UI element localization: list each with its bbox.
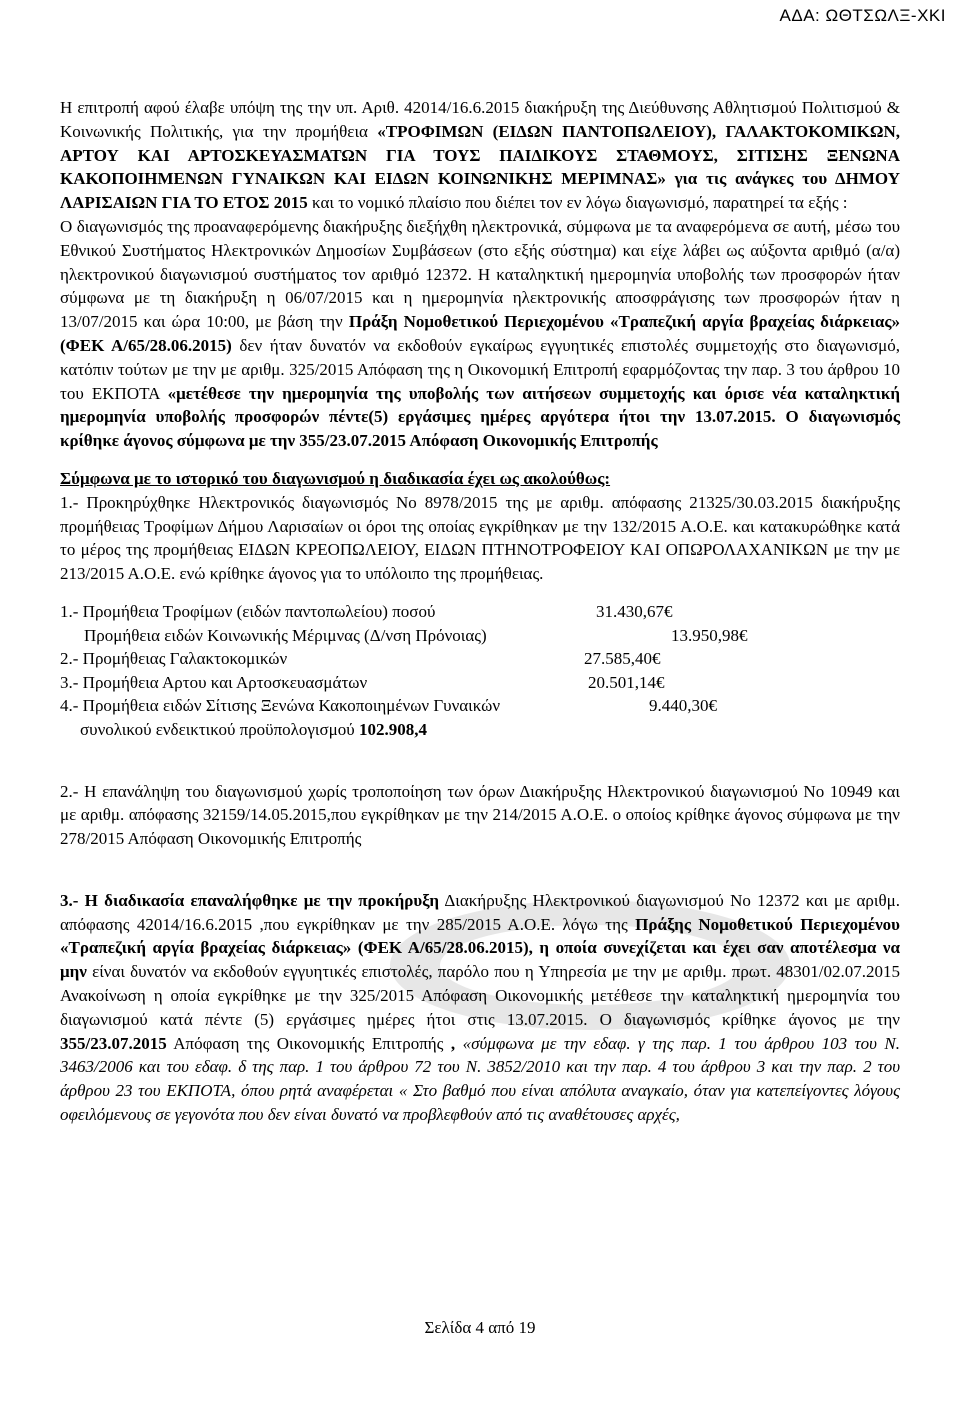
cost-list xyxy=(60,600,900,742)
intro-paragraph: Η επιτροπή αφού έλαβε υπόψη της την υπ. Αριθ. 42014/16.6.2015 διακήρυξη της Διεύθυνσης Αθλητισμού Πολιτισμού & Κοινωνικής Πολιτικής, για την προμήθεια «ΤΡΟΦΙΜΩΝ (ΕΙΔΩΝ ΠΑΝΤΟΠΩΛΕΙΟΥ), ΓΑΛΑΚΤΟΚΟΜΙΚΩΝ, ΑΡΤΟΥ ΚΑΙ ΑΡΤΟΣΚΕΥΑΣΜΑΤΩΝ ΓΙΑ ΤΟΥΣ ΠΑΙΔΙΚΟΥΣ ΣΤΑΘΜΟΥΣ, ΣΙΤΙΣΗΣ ΞΕΝΩΝΑ ΚΑΚΟΠΟΙΗΜΕΝΩΝ ΓΥΝΑΙΚΩΝ ΚΑΙ ΕΙΔΩΝ ΚΟΙΝΩΝΙΚΗΣ ΜΕΡΙΜΝΑΣ» για τις ανάγκες του ΔΗΜΟΥ ΛΑΡΙΣΑΙΩΝ ΓΙΑ ΤΟ ΕΤΟΣ 2015 και το νομικό πλαίσιο που διέπει τον εν λόγω διαγωνισμό, παρατηρεί τα εξής : xyxy=(60,98,900,213)
history-heading: Σύμφωνα με το ιστορικό του διαγωνισμού η διαδικασία έχει ως ακολούθως: xyxy=(60,468,611,488)
page-number: Σελίδα 4 από 19 xyxy=(424,1318,536,1337)
cost-row: 4.- Προμήθεια ειδών Σίτισης Ξενώνα Κακοποιημένων Γυναικών 9.440,30€ xyxy=(60,696,717,716)
history-item-3: 3.- Η διαδικασία επαναλήφθηκε με την προκήρυξη Διακήρυξης Ηλεκτρονικού διαγωνισμού Νο 12372 και με αριθμ. απόφασης 42014/16.6.2015 ,που εγκρίθηκαν με την 285/2015 Α.Ο.Ε. λόγω της Πράξης Νομοθετικού Περιεχομένου «Τραπεζική αργία βραχείας διάρκειας» (ΦΕΚ Α/65/28.06.2015), η οποία συνεχίζεται και έχει σαν αποτέλεσμα να μην είναι δυνατόν να εκδοθούν εγγυητικές επιστολές, παρόλο που η Υπηρεσία με την με αριθμ. πρωτ. 48301/02.07.2015 Ανακοίνωση η οποία εγκρίθηκε με την 325/2015 Απόφαση Οικονομικής μετέθεσε την καταληκτική ημερομηνία του διαγωνισμού κατά πέντε (5) εργάσιμες ημέρες ήτοι στις 13.07.2015. Ο διαγωνισμός κρίθηκε άγονος με την 355/23.07.2015 Απόφαση της Οικονομικής Επιτροπής , «σύμφωνα με την εδαφ. γ της παρ. 1 του άρθρου 103 του Ν. 3463/2006 και του εδαφ. δ της παρ. 1 του άρθρου 72 του Ν. 3852/2010 και την παρ. 4 του άρθρου 3 και την παρ. 2 του άρθρου 23 του ΕΚΠΟΤΑ, όπου ρητά αναφέρεται « Στο βαθμό που είναι απόλυτα αναγκαίο, όταν για κατεπείγοντες λόγους οφειλόμενους σε γεγονότα που δεν είναι δυνατό να προβλεφθούν από τις αναθέτουσες αρχές, xyxy=(60,890,900,1125)
ada-code: ΑΔΑ: ΩΘΤΣΩΛΞ-ΧΚΙ xyxy=(779,6,946,25)
document-body xyxy=(60,96,900,1127)
cost-row: 3.- Προμήθεια Αρτου και Αρτοσκευασμάτων 20.501,14€ xyxy=(60,672,665,692)
procedure-paragraph: Ο διαγωνισμός της προαναφερόμενης διακήρυξης διεξήχθη ηλεκτρονικά, σύμφωνα με τα αναφερόμενα σε αυτή, μέσω του Εθνικού Συστήματος Ηλεκτρονικών Δημοσίων Συμβάσεων (στο εξής σύστημα) και είχε λάβει ως αύξοντα αριθμό (α/α) ηλεκτρονικού διαγωνισμού συστήματος τον αριθμό 12372. Η καταληκτική ημερομηνία υποβολής των προσφορών ήταν σύμφωνα με τη διακήρυξη η 06/07/2015 και η ημερομηνία ηλεκτρονικής αποσφράγισης των προσφορών ήταν η 13/07/2015 και ώρα 10:00, με βάση την Πράξη Νομοθετικού Περιεχομένου «Τραπεζική αργία βραχείας διάρκειας» (ΦΕΚ Α/65/28.06.2015) δεν ήταν δυνατόν να εκδοθούν εγκαίρως εγγυητικές επιστολές συμμετοχής στο διαγωνισμό, κατόπιν τούτων με την με αριθμ. 325/2015 Απόφαση της η Οικονομική Επιτροπή εφαρμόζοντας την παρ. 3 του άρθρου 10 του ΕΚΠΟΤΑ «μετέθεσε την ημερομηνία της υποβολής των αιτήσεων συμμετοχής και όρισε νέα καταληκτική ημερομηνία υποβολής προσφορών πέντε(5) εργάσιμες ημέρες αργότερα ήτοι την 13.07.2015. Ο διαγωνισμός κρίθηκε άγονος σύμφωνα με την 355/23.07.2015 Απόφαση Οικονομικής Επιτροπής xyxy=(60,216,900,451)
cost-row: Προμήθεια ειδών Κοινωνικής Μέριμνας (Δ/νση Πρόνοιας) 13.950,98€ xyxy=(84,625,748,645)
cost-row: 1.- Προμήθεια Τροφίμων (ειδών παντοπωλείου) ποσού 31.430,67€ xyxy=(60,601,673,621)
total-row: συνολικού ενδεικτικού προϋπολογισμού 102.908,4 xyxy=(80,719,427,739)
history-item-1: 1.- Προκηρύχθηκε Ηλεκτρονικός διαγωνισμός Νο 8978/2015 της με αριθμ. απόφασης 21325/30.03.2015 διακήρυξης προμήθειας Τροφίμων Δήμου Λαρισαίων οι όροι της οποίας εγκρίθηκαν με την 132/2015 Α.Ο.Ε. και κατακυρώθηκε κατά το μέρος της προμήθειας ΕΙΔΩΝ ΚΡΕΟΠΩΛΕΙΟΥ, ΕΙΔΩΝ ΠΤΗΝΟΤΡΟΦΕΙΟΥ ΚΑΙ ΟΠΩΡΟΛΑΧΑΝΙΚΩΝ με την με 213/2015 Α.Ο.Ε. ενώ κρίθηκε άγονος για το υπόλοιπο της προμήθειας. xyxy=(60,492,900,584)
cost-row: 2.- Προμήθειας Γαλακτοκομικών 27.585,40€ xyxy=(60,649,661,669)
history-item-2: 2.- Η επανάληψη του διαγωνισμού χωρίς τροποποίηση των όρων Διακήρυξης Ηλεκτρονικού διαγωνισμού Νο 10949 και με αριθμ. απόφασης 32159/14.05.2015,που εγκρίθηκαν με την 214/2015 Α.Ο.Ε. ο οποίος κρίθηκε άγονος σύμφωνα με την 278/2015 Απόφαση Οικονομικής Επιτροπής xyxy=(60,781,900,849)
